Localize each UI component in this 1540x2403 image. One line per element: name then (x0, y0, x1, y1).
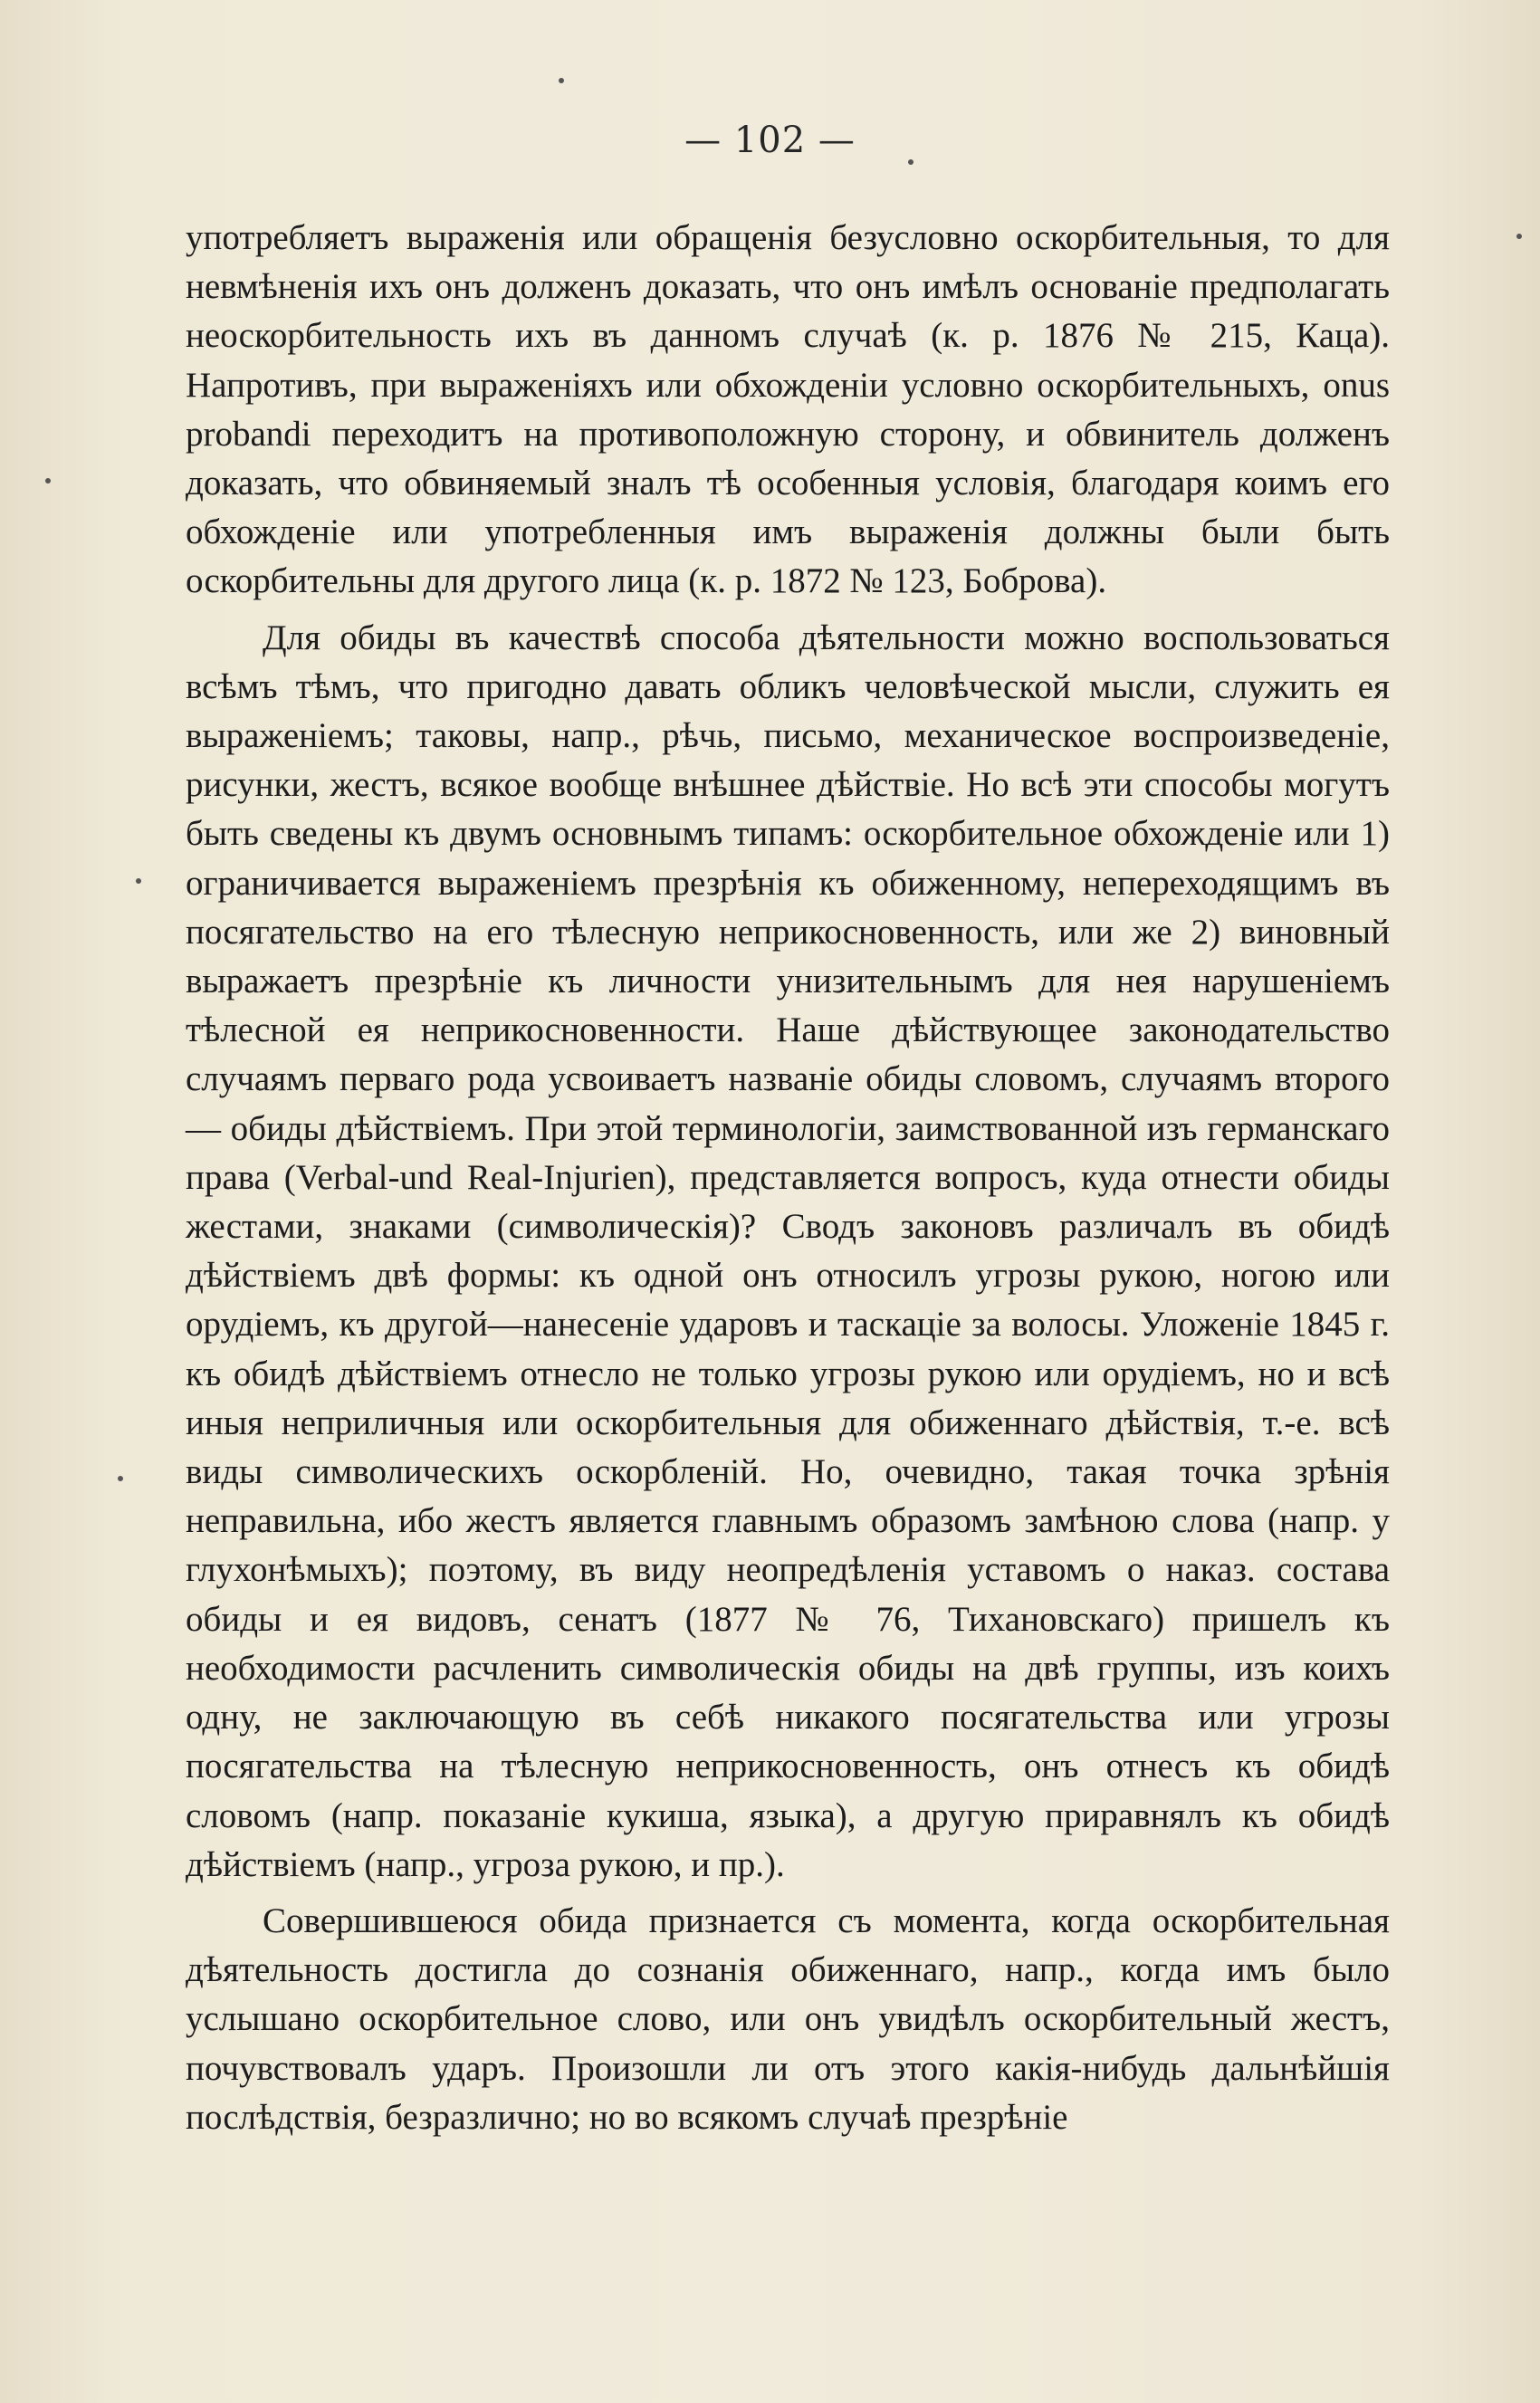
paper-speck (45, 478, 51, 483)
paper-speck (118, 1476, 123, 1481)
paragraph-continuation: употребляетъ выраженія или обращенія безусловно оскорбительныя, то для невмѣненія ихъ онъ долженъ доказать, что онъ имѣлъ основаніе предполагать неоскорбительность ихъ въ данномъ случаѣ (к. р. 1876 № 215, Каца). Напротивъ, при выраженіяхъ или обхожденіи условно оскорбительныхъ, onus probandi переходитъ на противоположную сторону, и обвинитель долженъ доказать, что обвиняемый зналъ тѣ особенныя условія, благодаря коимъ его обхожденіе или употребленныя имъ выраженія должны были быть оскорбительны для другого лица (к. р. 1872 № 123, Боброва). (186, 218, 1390, 601)
paper-speck (1516, 234, 1522, 239)
paper-speck (136, 878, 141, 884)
paragraph-insult-methods: Для обиды въ качествѣ способа дѣятельности можно воспользоваться всѣмъ тѣмъ, что пригодно давать обликъ человѣческой мысли, служить ея выраженіемъ; таковы, напр., рѣчь, письмо, механическое воспроизведеніе, рисунки, жестъ, всякое вообще внѣшнее дѣйствіе. Но всѣ эти способы могутъ быть сведены къ двумъ основнымъ типамъ: оскорбительное обхожденіе или 1) ограничивается выраженіемъ презрѣнія къ обиженному, непереходящимъ въ посягательство на его тѣлесную неприкосновенность, или же 2) виновный выражаетъ презрѣніе къ личности унизительнымъ для нея нарушеніемъ тѣлесной ея неприкосновенности. Наше дѣйствующее законодательство случаямъ перваго рода усвоиваетъ названіе обиды словомъ, случаямъ второго — обиды дѣйствіемъ. При этой терминологіи, заимствованной изъ германскаго права (Verbal-und Real-Injurien), представляется вопросъ, куда отнести обиды жестами, знаками (символическія)? Сводъ законовъ различалъ въ обидѣ дѣйствіемъ двѣ формы: къ одной онъ относилъ угрозы рукою, ногою или орудіемъ, къ другой—нанесеніе ударовъ и таскаціе за волосы. Уложеніе 1845 г. къ обидѣ дѣйствіемъ отнесло не только угрозы рукою или орудіемъ, но и всѣ иныя неприличныя или оскорбительныя для обиженнаго дѣйствія, т.-е. всѣ виды символическихъ оскорбленій. Но, очевидно, такая точка зрѣнія неправильна, ибо жестъ является главнымъ образомъ замѣною слова (напр. у глухонѣмыхъ); поэтому, въ виду неопредѣленія уставомъ о наказ. состава обиды и ея видовъ, сенатъ (1877 № 76, Тихановскаго) пришелъ къ необходимости расчленить символическія обиды на двѣ группы, изъ коихъ одну, не заключающую въ себѣ никакого посягательства или угрозы посягательства на тѣлесную неприкосновенность, онъ отнесъ къ обидѣ словомъ (напр. показаніе кукиша, языка), а другую приравнялъ къ обидѣ дѣйствіемъ (напр., угроза рукою, и пр.). (186, 618, 1390, 1884)
page-body (186, 214, 1390, 2142)
paragraph-completed-insult: Совершившеюся обида признается съ момента, когда оскорбительная дѣятельность достигла до сознанія обиженнаго, напр., когда имъ было услышано оскорбительное слово, или онъ увидѣлъ оскорбительный жестъ, почувствовалъ ударъ. Произошли ли отъ этого какія-нибудь дальнѣйшія послѣдствія, безразлично; но во всякомъ случаѣ презрѣніе (186, 1900, 1390, 2137)
paper-speck (908, 159, 913, 165)
paper-speck (559, 78, 564, 83)
page-number: — 102 — (684, 120, 856, 161)
